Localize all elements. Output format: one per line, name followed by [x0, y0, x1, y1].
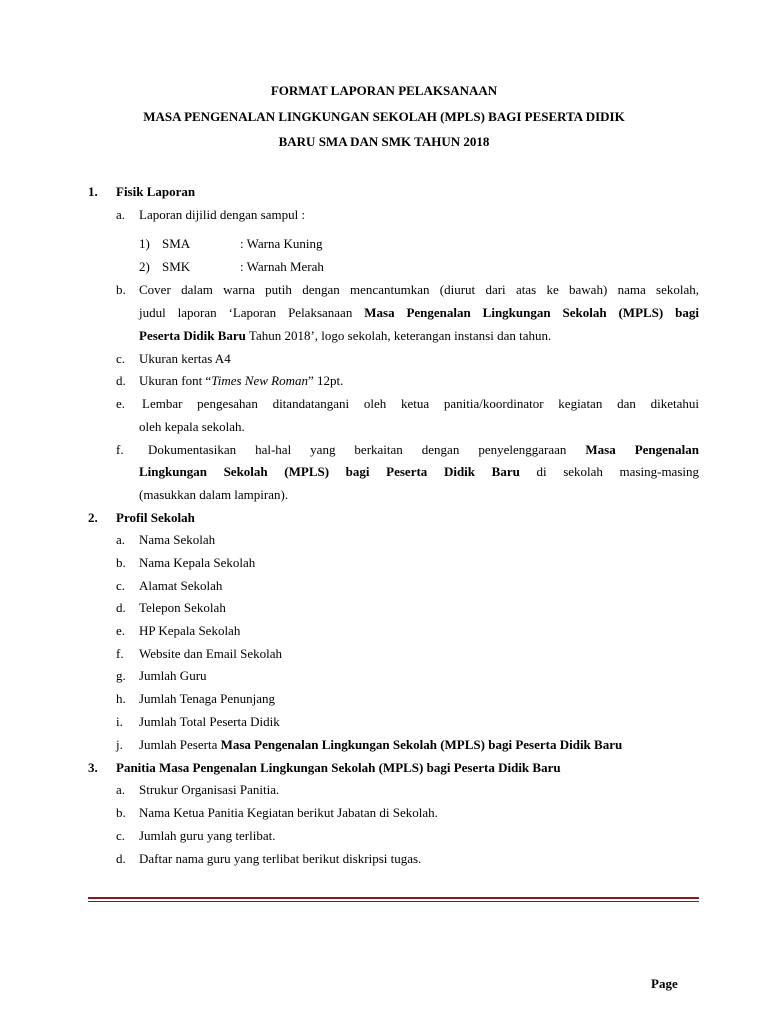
sub-label: SMK — [162, 259, 191, 274]
list-marker: a. — [116, 207, 126, 222]
list-marker: d. — [116, 600, 126, 615]
sub-value: : Warna Kuning — [240, 236, 323, 251]
title-line-2: MASA PENGENALAN LINGKUNGAN SEKOLAH (MPLS) BAGI PESERTA DIDIK — [143, 109, 625, 124]
sub-marker: 2) — [139, 259, 150, 274]
list-marker: c. — [116, 578, 126, 593]
list-item: Nama Sekolah — [139, 532, 216, 547]
title-line-1: FORMAT LAPORAN PELAKSANAAN — [270, 83, 498, 98]
footer-rule-thin — [88, 901, 699, 902]
list-item-f-line-1: Dokumentasikan hal-hal yang berkaitan dengan penyelenggaraan Masa Pengenalan — [148, 442, 699, 457]
list-item: Ukuran kertas A4 — [139, 351, 231, 366]
list-item-b-line-3: Peserta Didik Baru Tahun 2018’, logo sekolah, keterangan instansi dan tahun. — [139, 328, 552, 343]
list-item: Laporan dijilid dengan sampul : — [139, 207, 306, 222]
list-marker: c. — [116, 828, 126, 843]
list-item: Nama Ketua Panitia Kegiatan berikut Jabatan di Sekolah. — [139, 805, 438, 820]
list-marker: e. — [116, 396, 126, 411]
list-item-j: Jumlah Peserta Masa Pengenalan Lingkungan Sekolah (MPLS) bagi Peserta Didik Baru — [139, 737, 623, 752]
list-item: Jumlah Guru — [139, 668, 207, 683]
list-marker: b. — [116, 282, 126, 297]
list-item: Jumlah guru yang terlibat. — [139, 828, 276, 843]
list-item: Jumlah Total Peserta Didik — [139, 714, 280, 729]
section-2-title: Profil Sekolah — [116, 510, 195, 525]
section-3-number: 3. — [88, 760, 98, 775]
list-marker: c. — [116, 351, 126, 366]
list-item: Website dan Email Sekolah — [139, 646, 282, 661]
list-marker: g. — [116, 668, 126, 683]
page-label: Page — [651, 976, 678, 991]
section-1-number: 1. — [88, 184, 98, 199]
list-marker: d. — [116, 851, 126, 866]
list-item-font: Ukuran font “Times New Roman” 12pt. — [139, 373, 344, 388]
list-item: Strukur Organisasi Panitia. — [139, 782, 280, 797]
list-marker: h. — [116, 691, 126, 706]
list-marker: f. — [116, 442, 124, 457]
list-item: Telepon Sekolah — [139, 600, 226, 615]
list-item: Daftar nama guru yang terlibat berikut diskripsi tugas. — [139, 851, 422, 866]
footer-rule-thick — [88, 897, 699, 899]
section-2-number: 2. — [88, 510, 98, 525]
list-marker: b. — [116, 805, 126, 820]
list-marker: e. — [116, 623, 126, 638]
sub-value: : Warnah Merah — [240, 259, 324, 274]
sub-marker: 1) — [139, 236, 150, 251]
list-item-e-line-2: oleh kepala sekolah. — [139, 419, 245, 434]
list-item-b-line-1: Cover dalam warna putih dengan mencantumkan (diurut dari atas ke bawah) nama sekolah, — [139, 282, 699, 297]
list-marker: a. — [116, 532, 126, 547]
list-item-e-line-1: Lembar pengesahan ditandatangani oleh ketua panitia/koordinator kegiatan dan diketahui — [142, 396, 699, 411]
section-1-title: Fisik Laporan — [116, 184, 196, 199]
list-marker: d. — [116, 373, 126, 388]
title-line-3: BARU SMA DAN SMK TAHUN 2018 — [278, 134, 490, 149]
list-marker: b. — [116, 555, 126, 570]
list-item-f-line-3: (masukkan dalam lampiran). — [139, 487, 289, 502]
list-item: Nama Kepala Sekolah — [139, 555, 256, 570]
list-item-b-line-2: judul laporan ‘Laporan Pelaksanaan Masa Pengenalan Lingkungan Sekolah (MPLS) bagi — [139, 305, 699, 320]
list-item: Alamat Sekolah — [139, 578, 223, 593]
list-marker: i. — [116, 714, 123, 729]
list-item: HP Kepala Sekolah — [139, 623, 241, 638]
list-marker: f. — [116, 646, 124, 661]
list-item: Jumlah Tenaga Penunjang — [139, 691, 276, 706]
list-marker: a. — [116, 782, 126, 797]
sub-label: SMA — [162, 236, 191, 251]
section-3-title: Panitia Masa Pengenalan Lingkungan Sekolah (MPLS) bagi Peserta Didik Baru — [116, 760, 561, 775]
list-item-f-line-2: Lingkungan Sekolah (MPLS) bagi Peserta Didik Baru di sekolah masing-masing — [139, 464, 699, 479]
list-marker: j. — [116, 737, 123, 752]
